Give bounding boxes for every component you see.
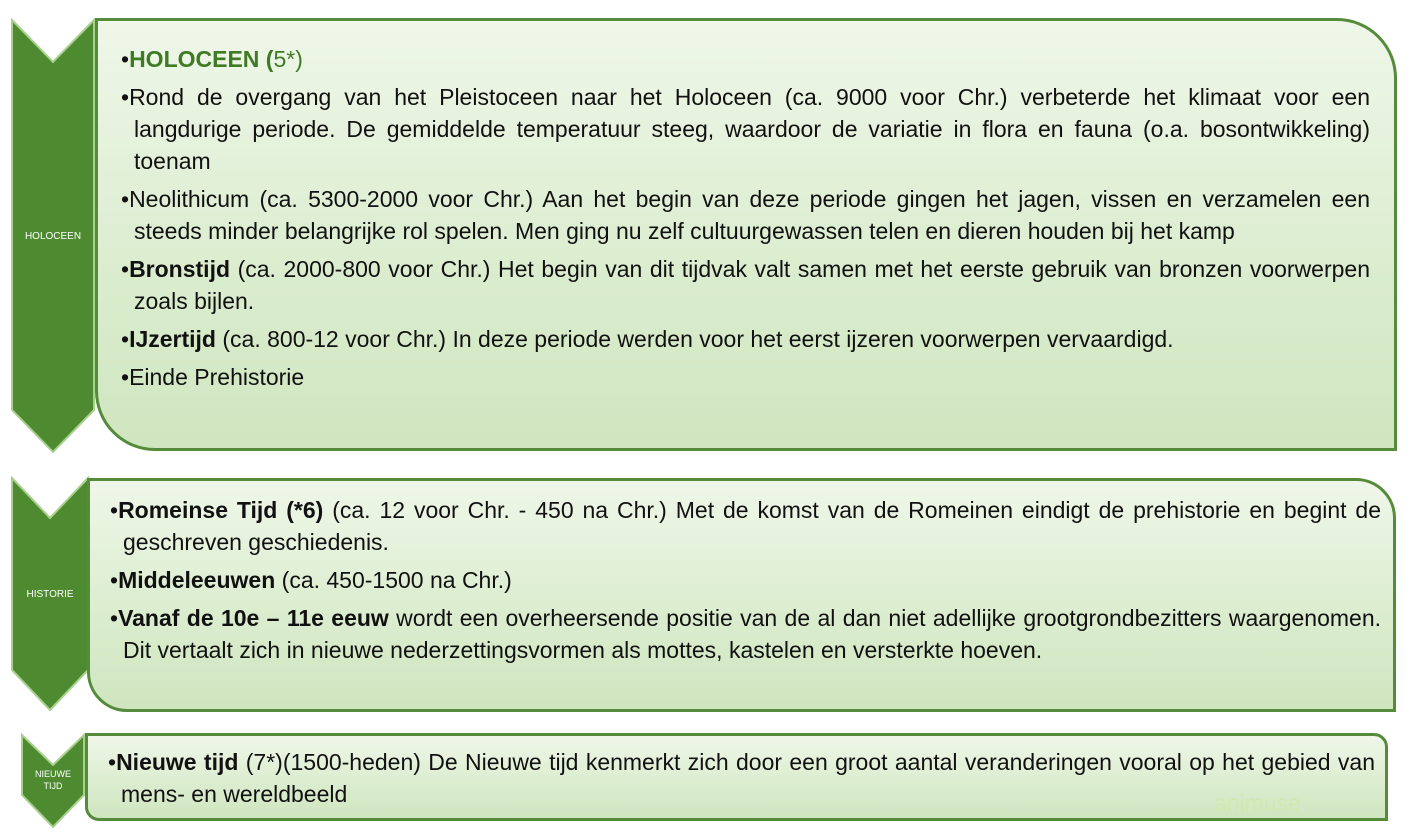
- list-item: •Einde Prehistorie: [121, 364, 305, 390]
- chevron-label-nieuwe-tijd: NIEUWE TIJD: [35, 769, 71, 791]
- list-item: •Romeinse Tijd (*6) (ca. 12 voor Chr. - 450 na Chr.) Met de komst van de Romeinen eindigt de prehistorie en begint de geschreven geschiedenis.: [110, 497, 1382, 555]
- holoceen-heading: •HOLOCEEN (5*): [121, 46, 303, 72]
- list-item: •Bronstijd (ca. 2000-800 voor Chr.) Het begin van dit tijdvak valt samen met het eerste gebruik van bronzen voorwerpen zoals bijlen.: [121, 256, 1370, 314]
- list-item: •IJzertijd (ca. 800-12 voor Chr.) In deze periode werden voor het eerst ijzeren voorwerpen vervaardigd.: [121, 326, 1174, 352]
- list-item: •Middeleeuwen (ca. 450-1500 na Chr.): [110, 567, 512, 593]
- nieuwe-tijd-box: [85, 733, 1388, 821]
- list-item: •Nieuwe tijd (7*)(1500-heden) De Nieuwe tijd kenmerkt zich door een groot aantal veranderingen vooral op het gebied van mens- en wereldbeeld: [108, 749, 1375, 807]
- list-item: •Vanaf de 10e – 11e eeuw wordt een overheersende positie van de al dan niet adellijke grootgrondbezitters waargenomen. Dit vertaalt zich in nieuwe nederzettingsvormen als mottes, kastelen en versterkte hoeven.: [110, 605, 1381, 663]
- holoceen-box: [95, 18, 1397, 451]
- chevron-holoceen: [10, 18, 96, 455]
- historie-box: [87, 478, 1396, 712]
- list-item: •Rond de overgang van het Pleistoceen naar het Holoceen (ca. 9000 voor Chr.) verbeterde het klimaat voor een langdurige periode. De gemiddelde temperatuur steeg, waardoor de variatie in flora en fauna (o.a. bosontwikkeling) toenam: [121, 84, 1370, 174]
- watermark: animuse: [1214, 790, 1301, 816]
- list-item: •Neolithicum (ca. 5300-2000 voor Chr.) Aan het begin van deze periode gingen het jagen, vissen en verzamelen een steeds minder belangrijke rol spelen. Men ging nu zelf cultuurgewassen telen en dieren houden bij het kamp: [121, 186, 1370, 244]
- chevron-historie: [10, 476, 90, 712]
- chevron-label-holoceen: HOLOCEEN: [24, 231, 82, 242]
- chevron-nieuwe-tijd: [20, 733, 86, 829]
- chevron-label-historie: HISTORIE: [26, 588, 74, 600]
